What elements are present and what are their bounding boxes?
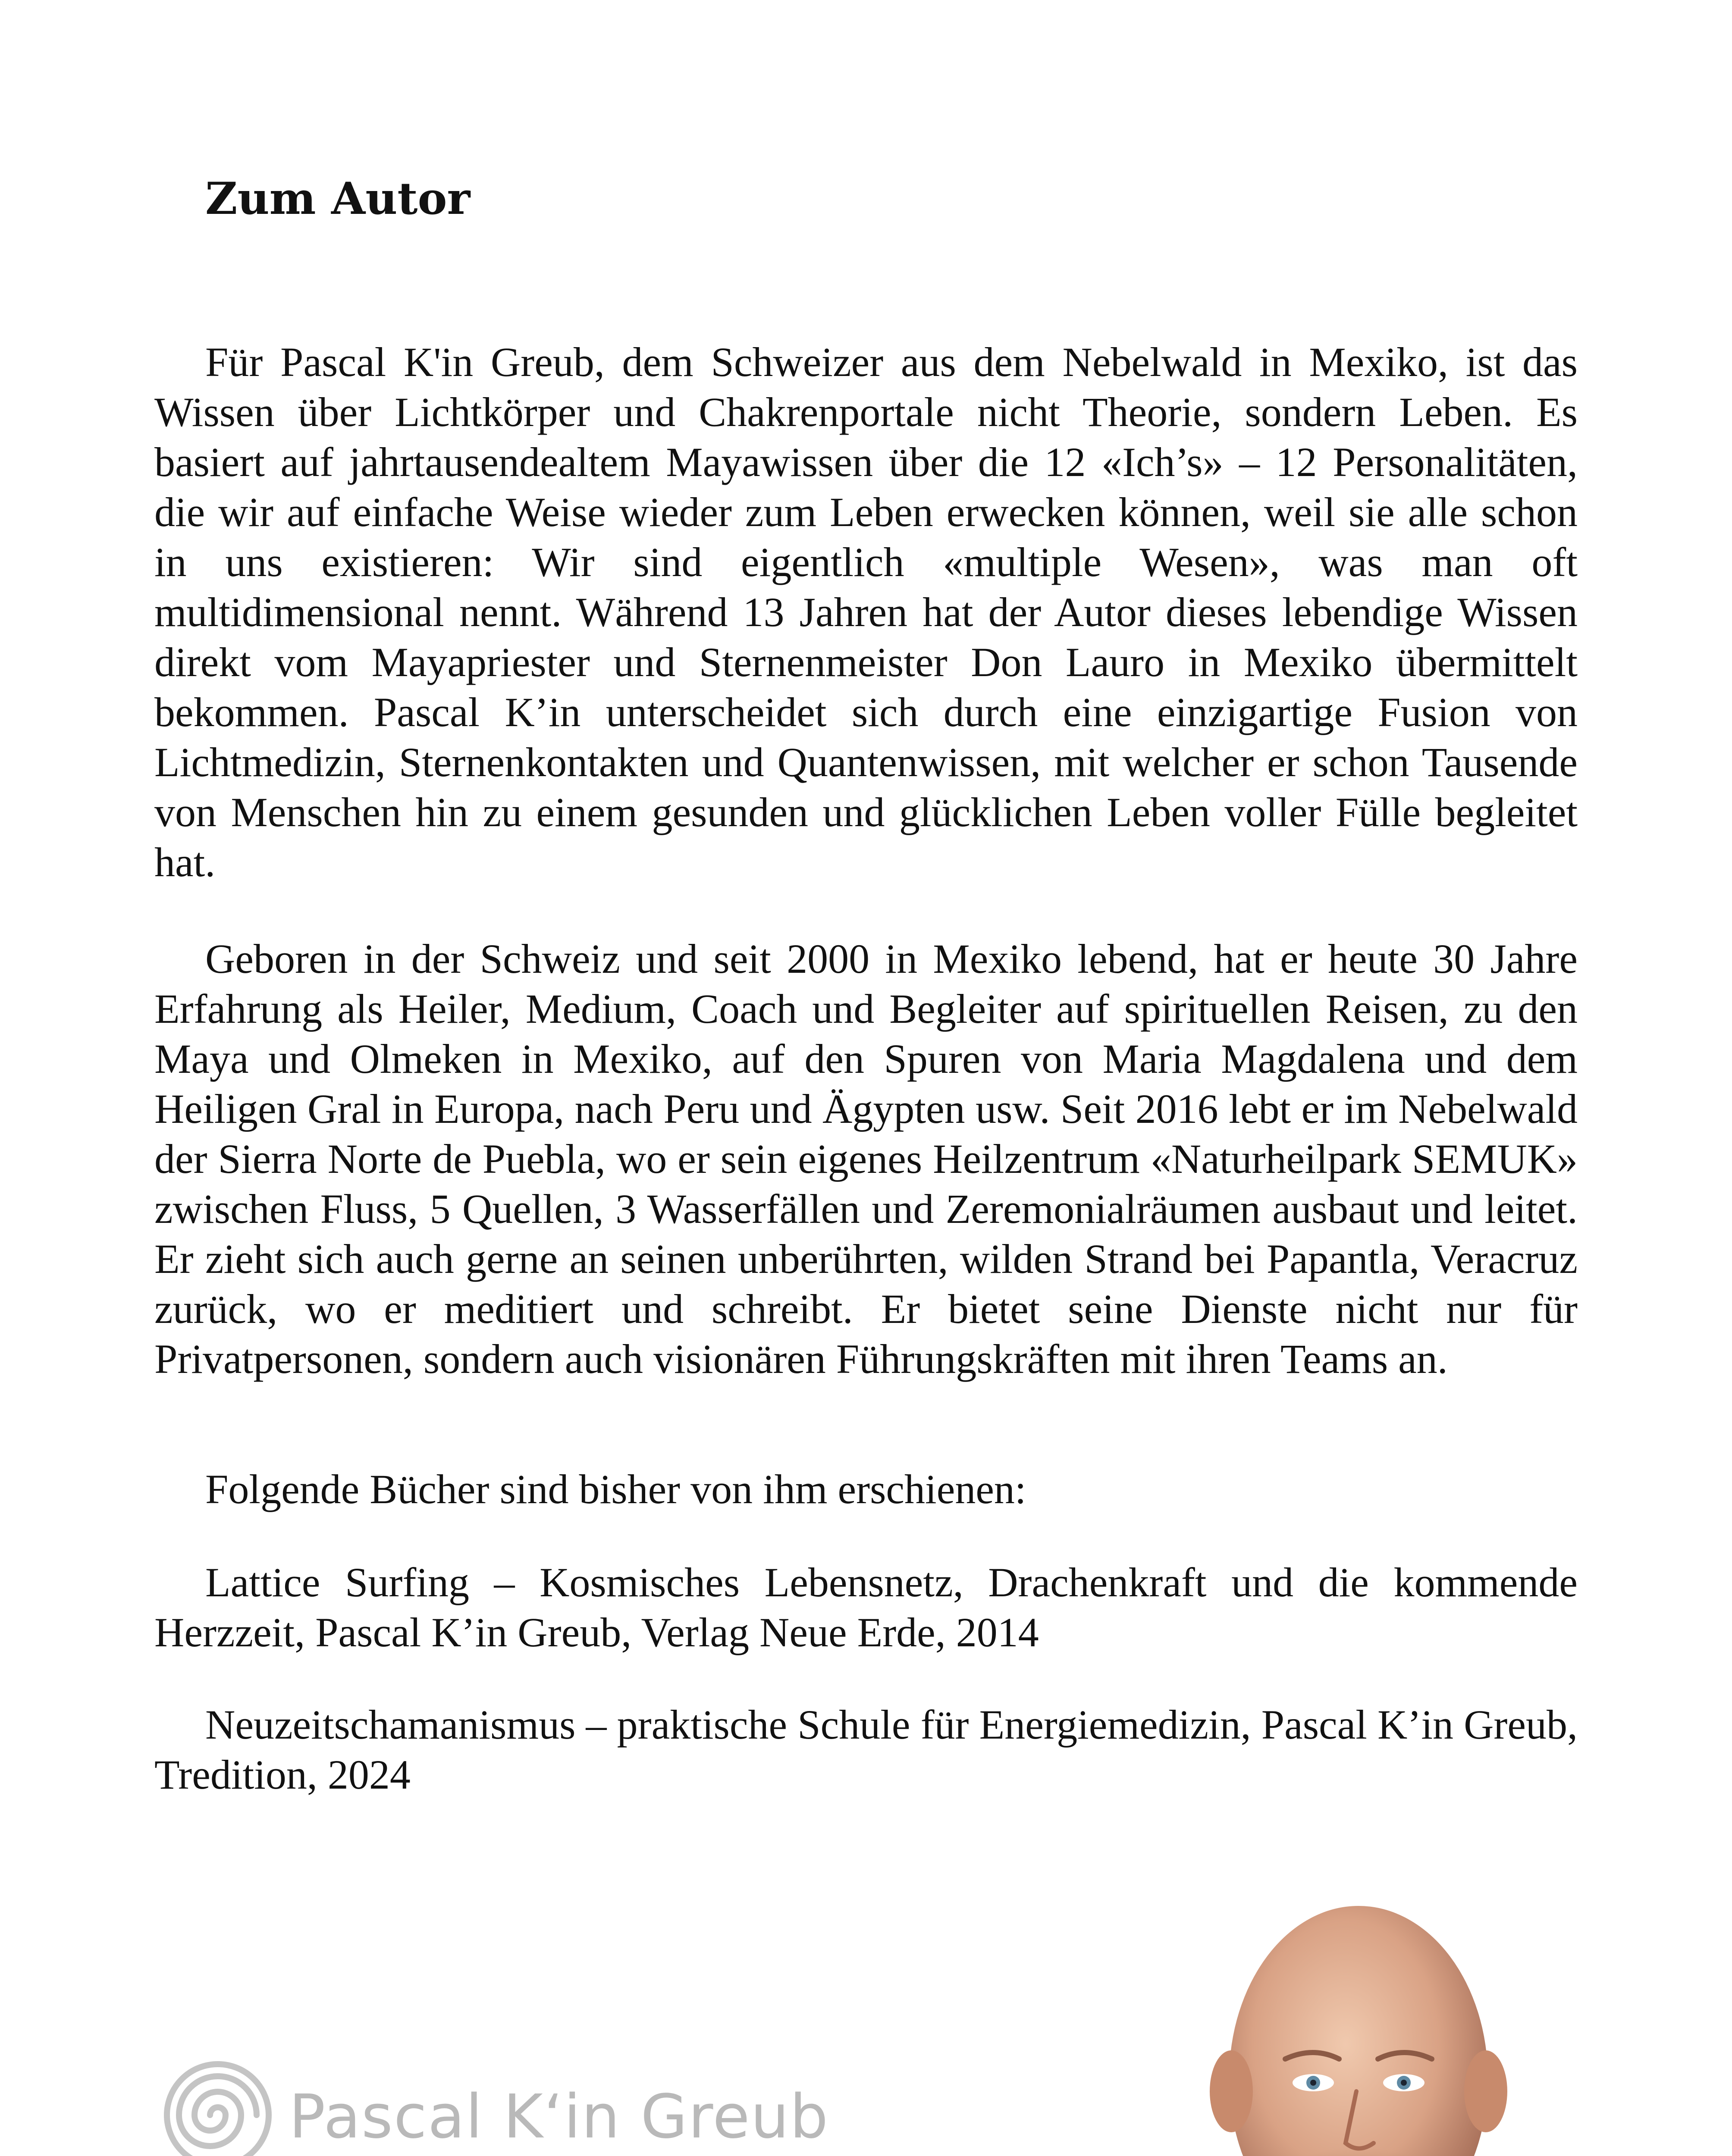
book-entry [154,1700,1578,1800]
paragraph-text: Lattice Surfing – Kosmisches Lebensnetz, Drachenkraft und die kommende Herzzeit, Pascal K’in Greub, Verlag Neue Erde, 2014 [154,1559,1578,1655]
paragraph-text: Folgende Bücher sind bisher von ihm erschienen: [205,1466,1026,1512]
paragraph-text: Geboren in der Schweiz und seit 2000 in Mexiko lebend, hat er heute 30 Jahre Erfahrung als Heiler, Medium, Coach und Begleiter auf spirituellen Reisen, zu den Maya und Olmeken in Mexiko, auf den Spuren von Maria Magdalena und dem Heiligen Gral in Europa, nach Peru und Ägypten usw. Seit 2016 lebt er im Nebelwald der Sierra Norte de Puebla, wo er sein eigenes Heilzentrum «Naturheilpark SEMUK» zwischen Fluss, 5 Quellen, 3 Wasserfällen und Zeremonialräumen ausbaut und leitet. Er zieht sich auch gerne an seinen unberührten, wilden Strand bei Papantla, Veracruz zurück, wo er meditiert und schreibt. Er bietet seine Dienste nicht nur für Privatpersonen, sondern auch visionären Führungskräften mit ihren Teams an. [154,936,1578,1382]
page-title: Zum Autor [205,173,471,225]
author-logo [160,2057,893,2156]
paragraph-text: Neuzeitschamanismus – praktische Schule für Energiemedizin, Pascal K’in Greub, Tredition, 2024 [154,1702,1578,1798]
body-paragraph [154,934,1578,1384]
body-paragraph [154,337,1578,887]
author-portrait-photo [1139,1889,1578,2156]
book-entry [154,1557,1578,1658]
paragraph-text: Für Pascal K'in Greub, dem Schweizer aus dem Nebelwald in Mexiko, ist das Wissen über Lichtkörper und Chakrenportale nicht Theorie, sondern Leben. Es basiert auf jahrtausendealtem Mayawissen über die 12 «Ich’s» – 12 Personalitäten, die wir auf einfache Weise wieder zum Leben erwecken können, weil sie alle schon in uns existieren: Wir sind eigentlich «multiple Wesen», was man oft multidimensional nennt. Während 13 Jahren hat der Autor dieses lebendige Wissen direkt vom Mayapriester und Sternenmeister Don Lauro in Mexiko übermittelt bekommen. Pascal K’in unterscheidet sich durch eine einzigartige Fusion von Lichtmedizin, Sternenkontakten und Quantenwissen, mit welcher er schon Tausende von Menschen hin zu einem gesunden und glücklichen Leben voller Fülle begleitet hat. [154,339,1578,885]
logo-wordmark: Pascal K‘in Greub [289,2082,829,2152]
books-intro [154,1464,1578,1514]
spiral-rose-icon [160,2057,276,2156]
